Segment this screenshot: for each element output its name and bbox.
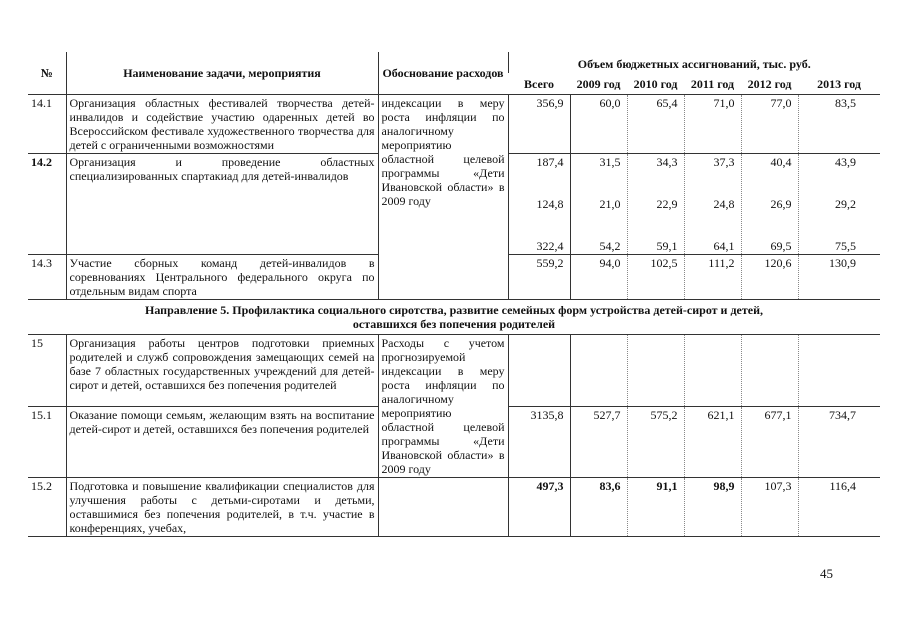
value-2011 [684,335,741,407]
value-2011: 111,2 [684,255,741,300]
value-line-1: 34,3 [656,155,678,169]
row-num: 14.1 [28,95,66,154]
value-line-3: 59,1 [656,239,678,253]
row-name: Организация и проведение областных специализированных спартакиад для детей-инвалидов [66,154,378,255]
value-2009 [570,154,627,255]
value-2012: 77,0 [741,95,798,154]
value-2012: 677,1 [741,407,798,478]
row-num: 14.3 [28,255,66,300]
row-name: Организация работы центров подготовки приемных родителей и служб сопровождения замещающих семей на базе 7 областных государственных учреждений для детей-сирот и детей, оставшихся без попечения родителей [66,335,378,407]
value-line-1: 31,5 [599,155,621,169]
row-basis: Расходы с учетом прогнозируемой индексации в меру роста инфляции по аналогичному мероприятию областной целевой программы «Дети Ивановской области» в 2009 году [378,335,508,478]
table-row [28,95,880,154]
section-row [28,300,880,335]
col-2010-header: 2010 год [633,76,678,91]
value-2010: 91,1 [627,478,684,537]
row-name: Организация областных фестивалей творчества детей-инвалидов и содействие участию одаренных детей во Всероссийском фестивале художественного творчества для детей с ограниченными возможностями [66,95,378,154]
value-line-1: 40,4 [770,155,792,169]
value-2010 [627,335,684,407]
value-line-2: 24,8 [713,197,735,211]
value-2013 [798,335,880,407]
value-line-3: 75,5 [835,239,856,253]
budget-table [28,52,880,537]
value-2011: 71,0 [684,95,741,154]
col-2012-header: 2012 год [747,76,792,91]
col-name-header: Наименование задачи, мероприятия [66,52,378,95]
value-2009: 527,7 [570,407,627,478]
value-line-3: 322,4 [536,239,564,253]
section-title: Направление 5. Профилактика социального сиротства, развитие семейных форм устройства детей-сирот и детей, оставшихся без попечения родителей [28,300,880,335]
value-line-2: 26,9 [770,197,792,211]
value-line-3: 54,2 [599,239,621,253]
row-num: 15.1 [28,407,66,478]
value-2010: 65,4 [627,95,684,154]
value-2010: 102,5 [627,255,684,300]
col-2009-header: 2009 год [576,76,621,91]
row-num: 15 [28,335,66,407]
value-line-3: 69,5 [770,239,792,253]
value-total [508,154,570,255]
page-number: 45 [820,566,833,581]
value-line-2: 124,8 [536,197,564,211]
table-row [28,335,880,407]
row-num: 14.2 [28,154,66,255]
value-2009: 94,0 [570,255,627,300]
value-line-1: 187,4 [536,155,564,169]
value-2009: 60,0 [570,95,627,154]
value-2013: 130,9 [798,255,880,300]
row-basis [378,478,508,537]
col-num-header: № [40,66,53,80]
value-total: 356,9 [508,95,570,154]
value-2012 [741,154,798,255]
value-2013: 83,5 [798,95,880,154]
value-line-3: 64,1 [713,239,735,253]
value-2009 [570,335,627,407]
value-2011: 621,1 [684,407,741,478]
value-line-1: 43,9 [835,155,856,169]
value-total: 559,2 [508,255,570,300]
value-2011 [684,154,741,255]
value-2011: 98,9 [684,478,741,537]
row-name: Оказание помощи семьям, желающим взять на воспитание детей-сирот и детей, оставшихся без попечения родителей [66,407,378,478]
col-2013-header: 2013 год [817,76,861,91]
value-line-1: 37,3 [713,155,735,169]
value-line-2: 22,9 [656,197,678,211]
value-2013: 734,7 [798,407,880,478]
value-total: 3135,8 [508,407,570,478]
value-2013 [798,154,880,255]
table-row [28,478,880,537]
value-2010: 575,2 [627,407,684,478]
value-2009: 83,6 [570,478,627,537]
col-basis-header: Обоснование расходов [378,52,508,95]
value-line-2: 29,2 [835,197,856,211]
header-row [28,52,880,73]
value-2012: 120,6 [741,255,798,300]
value-2010 [627,154,684,255]
value-2012: 107,3 [741,478,798,537]
value-line-2: 21,0 [599,197,621,211]
value-2013: 116,4 [798,478,880,537]
value-total [508,335,570,407]
value-2012 [741,335,798,407]
col-2011-header: 2011 год [690,76,735,91]
row-num: 15.2 [28,478,66,537]
row-name: Подготовка и повышение квалификации специалистов для улучшения работы с детьми-сиротами и детьми, оставшимися без попечения родителей, в т.ч. участие в конференциях, учебах, [66,478,378,537]
col-total-header: Всего [524,76,554,91]
document-page [28,52,880,537]
row-basis: индексации в меру роста инфляции по аналогичному мероприятию областной целевой программы «Дети Ивановской области» в 2009 году [378,95,508,300]
col-budget-header: Объем бюджетных ассигнований, тыс. руб. [508,52,880,73]
value-total: 497,3 [508,478,570,537]
row-name: Участие сборных команд детей-инвалидов в соревнованиях Центрального федерального округа по отдельным видам спорта [66,255,378,300]
